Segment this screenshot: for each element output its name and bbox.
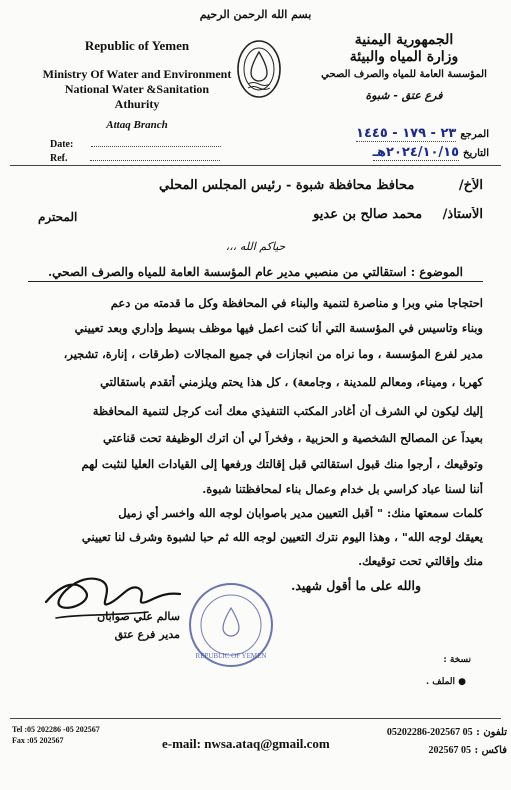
closing-line: والله على ما أقول شهيد. <box>291 578 421 593</box>
ar-ministry: وزارة المياه والبيئة <box>349 49 459 65</box>
arabic-letterhead <box>319 32 489 104</box>
ar-country: الجمهورية اليمنية <box>354 32 454 48</box>
signer-title: مدير فرع عتق <box>114 628 180 641</box>
addressee-name-line <box>120 207 483 222</box>
addressee-line <box>28 178 483 193</box>
footer-tel-ar: تلفون : 05 202567-05202286 <box>386 727 507 738</box>
en-branch: Attaq Branch <box>106 119 168 131</box>
authority-logo-icon <box>236 38 282 100</box>
en-country: Republic of Yemen <box>84 38 190 53</box>
ar-branch: فرع عتق - شبوة <box>365 89 443 102</box>
en-authority: National Water &Sanitation Athurity <box>64 82 210 111</box>
header-divider <box>10 165 501 166</box>
body-line: أننا لسنا عباد كراسي بل خدام وعمال بناء لمحافظتنا شبوة. <box>202 482 483 496</box>
footer-en-contacts <box>12 724 100 746</box>
ar-authority: المؤسسة العامة للمياه والصرف الصحي <box>321 69 487 80</box>
copy-to-label: نسخة : <box>443 655 471 665</box>
body-line: كهربا ، وميناء، ومعالم للمدينة ، وجامعة) ، كل هذا يحتم ويلزمني أتقدم باستقالتي <box>100 375 483 389</box>
signer-block <box>50 608 180 644</box>
quote-line: كلمات سمعتها منك: " أقبل التعيين مدير باصوابان لوجه الله واخسر أي زميل <box>118 506 483 520</box>
ref-label: Ref. <box>50 153 68 164</box>
ref-dots <box>90 160 220 161</box>
body-line: احتجاجا مني وبرا و مناصرة لتنمية والبناء في المحافظة وكل ما قدمته من دعم <box>110 296 483 310</box>
svg-text:REPUBLIC OF YEMEN: REPUBLIC OF YEMEN <box>195 652 267 660</box>
ar-date-field <box>344 145 489 161</box>
quote-line: منك وإقالتي تحت توقيعك. <box>358 554 483 568</box>
en-ministry: Ministry Of Water and Environment <box>42 67 232 81</box>
to-prof-name: محمد صالح بن عديو <box>313 207 423 222</box>
footer-email: e-mail: nwsa.ataq@gmail.com <box>162 736 330 751</box>
basmala: بسم الله الرحمن الرحيم <box>199 8 312 21</box>
quote-line: يعيقك لوجه الله" ، وهذا اليوم نترك التعيين لوجه الله ثم حبا لشبوة وشرف لنا تعييني <box>81 530 483 544</box>
subject-line: الموضوع : استقالتي من منصبي مدير عام المؤسسة العامة للمياه والصرف الصحي. <box>28 265 483 282</box>
footer-divider <box>10 718 501 719</box>
date-label: Date: <box>50 139 74 150</box>
body-line: إليك ليكون لي الشرف أن أغادر المكتب التنفيذي معك أنت كرجل لتنمية المحافظة <box>92 404 483 418</box>
ar-ref-value: ٢٣ - ١٧٩ - ١٤٤٥ <box>356 126 457 141</box>
footer-tel-en: Tel :05 202286 -05 202567 <box>12 725 100 734</box>
footer-fax-ar: فاكس : 05 202567 <box>428 745 507 756</box>
to-prof-prefix: الأستاذ/ <box>442 207 483 222</box>
ar-ref-label: المرجع <box>460 128 489 140</box>
ar-ref-field <box>344 126 489 142</box>
date-dots <box>91 146 221 147</box>
greeting: حياكم الله ،،، <box>225 240 286 253</box>
body-line: مدير لفرع المؤسسة ، وما نراه من انجازات في جميع المجالات (طرقات ، إنارة، تشجير، <box>63 347 483 361</box>
body-line: وبناء وتاسيس في المؤسسة التي أنا كنت اعمل فيها موظف بسيط وإداري وبعد تعييني <box>74 321 483 335</box>
body-line: وتوقيعك ، أرجوا منك قبول استقالتي قبل إقالتك ورفعها إلى القيادات العليا لنثبت لهم <box>81 457 483 471</box>
date-field <box>50 139 221 150</box>
ar-date-label: التاريخ <box>463 147 489 159</box>
ref-field <box>50 153 220 164</box>
footer-ar-contacts <box>387 724 507 760</box>
official-stamp-icon <box>186 580 276 670</box>
body-line: بعيداً عن المصالح الشخصية و الحزبية ، وفخراً لي أن اترك الوظيفة تحت قناعتي <box>103 431 483 445</box>
ar-date-value: ٢٠٢٤/١٠/١٥هـ <box>372 145 460 160</box>
respect-label: المحترم <box>38 210 78 224</box>
english-letterhead <box>42 38 232 133</box>
file-label: ● الملف . <box>426 677 466 687</box>
to-name: محافظ محافظة شبوة - رئيس المجلس المحلي <box>159 178 415 193</box>
footer-fax-en: Fax :05 202567 <box>12 736 64 745</box>
to-prefix: الأخ/ <box>458 178 483 193</box>
signer-name: سالم علي صوابان <box>97 610 180 623</box>
